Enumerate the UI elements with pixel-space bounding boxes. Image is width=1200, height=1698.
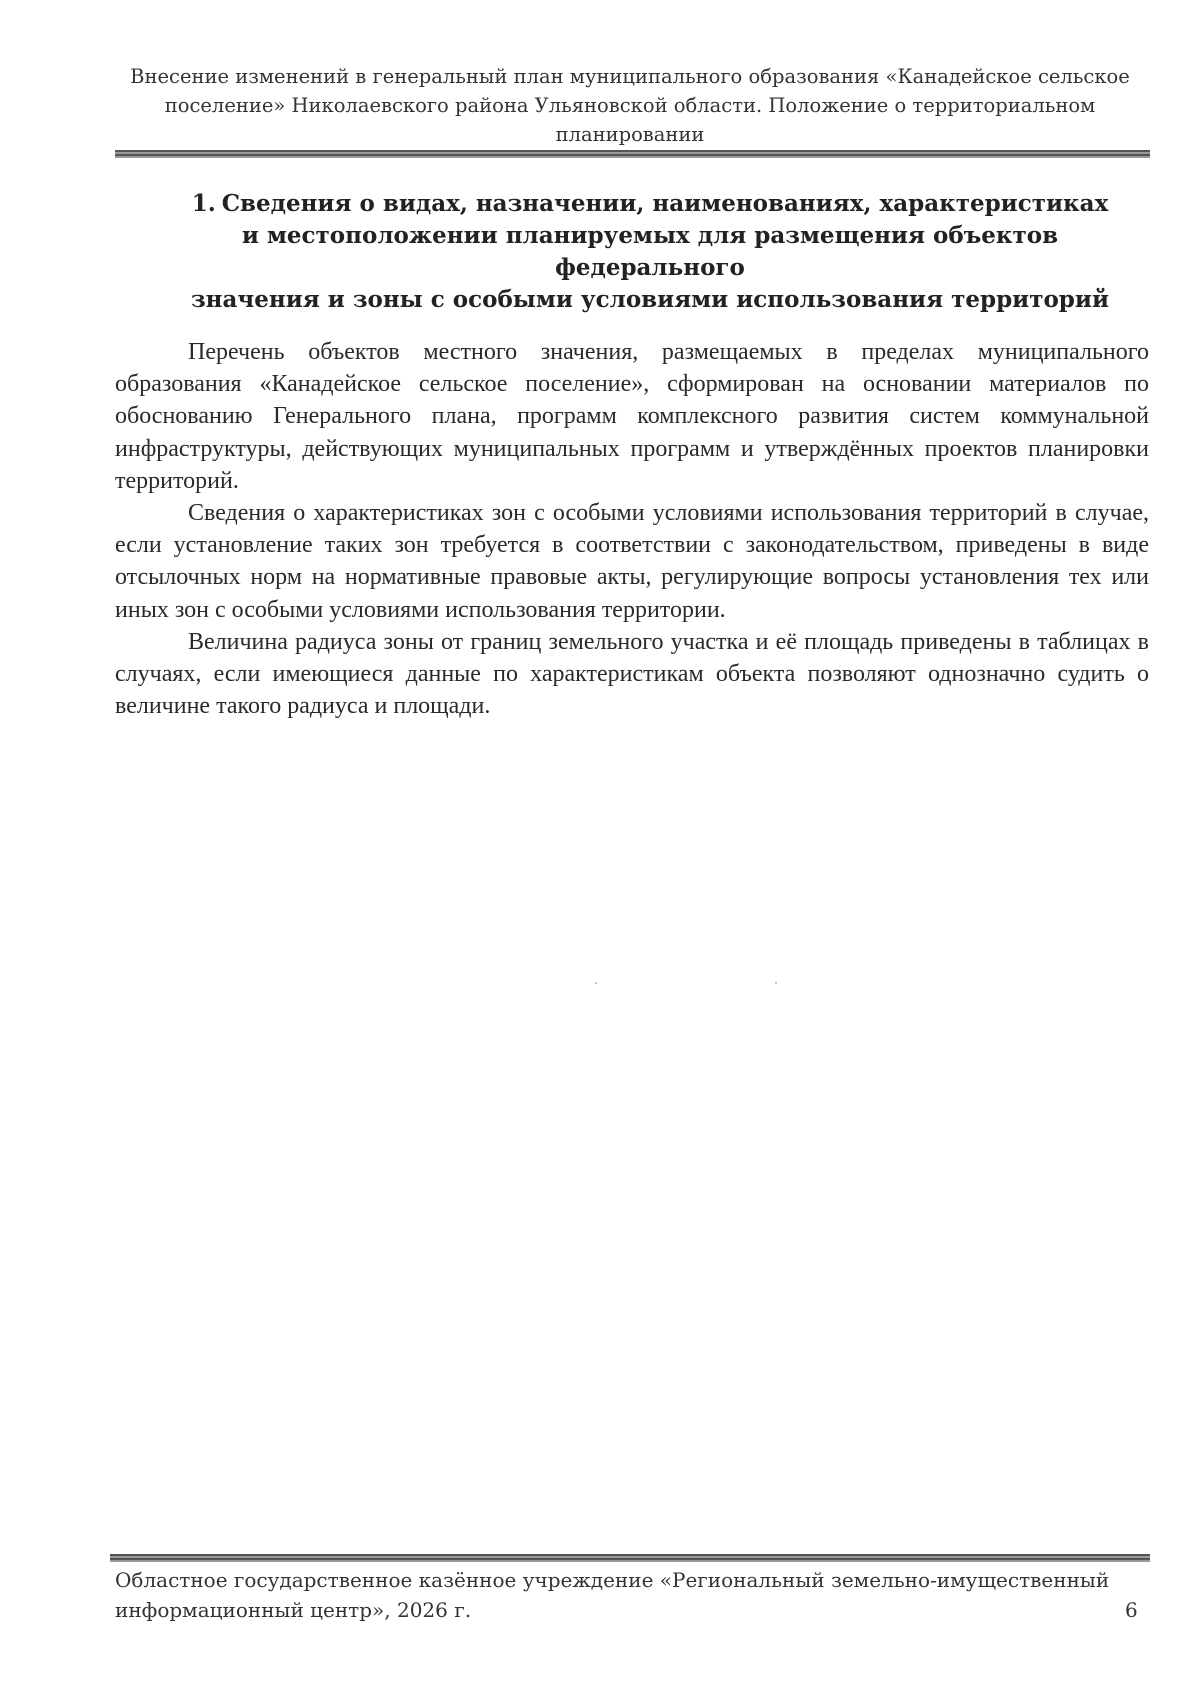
header-line-2: поселение» Николаевского района Ульяновской области. Положение о территориальном [164, 94, 1096, 117]
scan-speck [775, 982, 777, 984]
scan-specks [595, 982, 795, 986]
footer-rule [110, 1554, 1150, 1562]
section-number: 1. [191, 190, 216, 217]
paragraph: Сведения о характеристиках зон с особыми условиями использования территорий в случае, если установление таких зон требуется в соответствии с законодательством, приведены в виде отсылочных норм на нормативные правовые акты, регулирующие вопросы установления тех или иных зон с особыми условиями использования территории. [115, 500, 1149, 623]
footer-line-2: информационный центр», 2026 г. [115, 1598, 472, 1622]
section-heading [180, 188, 1120, 316]
header-line-3: планировании [555, 123, 705, 146]
section-title-line-1: Сведения о видах, назначении, наименованиях, характеристиках [221, 190, 1109, 217]
footer-line-1: Областное государственное казённое учреждение «Региональный земельно-имущественный [115, 1568, 1110, 1592]
header-line-1: Внесение изменений в генеральный план муниципального образования «Канадейское сельское [130, 65, 1130, 88]
running-header [130, 62, 1130, 149]
section-heading-line-1 [180, 188, 1120, 220]
paragraph: Перечень объектов местного значения, размещаемых в пределах муниципального образования «Канадейское сельское поселение», сформирован на основании материалов по обоснованию Генерального плана, программ комплексного развития систем коммунальной инфраструктуры, действующих муниципальных программ и утверждённых проектов планировки территорий. [115, 339, 1149, 494]
scan-speck [595, 982, 597, 984]
page-number: 6 [1125, 1598, 1138, 1622]
running-footer [115, 1565, 1115, 1625]
paragraph: Величина радиуса зоны от границ земельного участка и её площадь приведены в таблицах в случаях, если имеющиеся данные по характеристикам объекта позволяют однозначно судить о величине такого радиуса и площади. [115, 628, 1149, 720]
section-title-line-3: значения и зоны с особыми условиями использования территорий [190, 286, 1110, 313]
header-rule [115, 150, 1150, 158]
body-text [115, 336, 1149, 722]
section-title-line-2: и местоположении планируемых для размещения объектов федерального [241, 222, 1059, 281]
